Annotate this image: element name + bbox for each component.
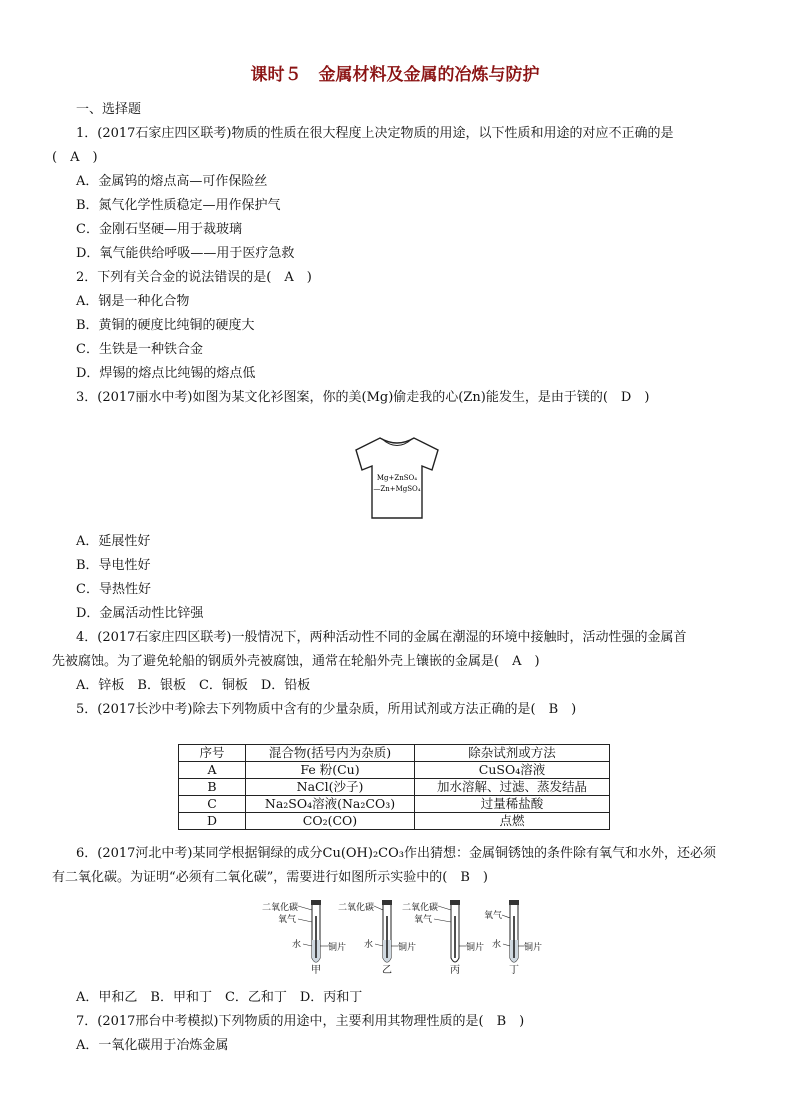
table-header-row xyxy=(179,745,610,762)
table-cell: A xyxy=(179,762,246,779)
table-cell: C xyxy=(179,796,246,813)
tube-name-label: 甲 xyxy=(311,965,321,976)
question-3-option-d: D．金属活动性比锌强 xyxy=(76,606,204,621)
table-cell: B xyxy=(179,779,246,796)
table-header: 序号 xyxy=(179,745,246,762)
question-6-stem-cont: 有二氧化碳。为证明“必须有二氧化碳”，需要进行如图所示实验中的( B ) xyxy=(52,870,488,885)
question-1-option-b: B．氮气化学性质稳定—用作保护气 xyxy=(76,198,281,213)
tube-gas-label: 氧气 xyxy=(484,911,503,921)
tube-name-label: 丁 xyxy=(509,965,519,976)
tube-metal-label: 铜片 xyxy=(398,943,417,953)
test-tube-bing xyxy=(402,900,484,976)
question-6-options: A．甲和乙 B．甲和丁 C．乙和丁 D．丙和丁 xyxy=(76,990,363,1005)
question-1-stem: 1．(2017石家庄四区联考)物质的性质在很大程度上决定物质的用途，以下性质和用途的对应不正确的是 xyxy=(76,126,674,141)
question-2-stem: 2．下列有关合金的说法错误的是( A ) xyxy=(76,270,312,285)
question-2-option-d: D．焊锡的熔点比纯锡的熔点低 xyxy=(76,366,256,381)
tube-metal-label: 铜片 xyxy=(328,943,347,953)
tube-metal-label: 铜片 xyxy=(466,943,485,953)
shirt-equation-line-1: Mg+ZnSO₄ xyxy=(376,474,418,482)
tube-water-label: 水 xyxy=(364,940,374,950)
table-cell: Fe 粉(Cu) xyxy=(246,762,415,779)
question-1-answer: ( A ) xyxy=(52,150,98,165)
question-3-option-a: A．延展性好 xyxy=(76,534,151,549)
table-cell: CuSO₄溶液 xyxy=(415,762,610,779)
question-3-stem: 3．(2017丽水中考)如图为某文化衫图案，你的美(Mg)偷走我的心(Zn)能发生，是由于镁的( D ) xyxy=(76,390,650,405)
question-7-option-a: A．一氧化碳用于冶炼金属 xyxy=(76,1038,229,1053)
table-cell: NaCl(沙子) xyxy=(246,779,415,796)
question-3-option-b: B．导电性好 xyxy=(76,558,151,573)
table-row xyxy=(179,762,610,779)
table-cell: 点燃 xyxy=(415,813,610,830)
table-cell: D xyxy=(179,813,246,830)
tube-gas-label: 氧气 xyxy=(414,915,433,925)
question-2-option-c: C．生铁是一种铁合金 xyxy=(76,342,203,357)
question-4-options: A．锌板 B．银板 C．铜板 D．铅板 xyxy=(76,678,311,693)
tshirt-figure xyxy=(352,434,442,522)
page-title: 课时５ 金属材料及金属的冶炼与防护 xyxy=(250,65,540,85)
tube-gas-label: 氧气 xyxy=(278,915,297,925)
table-row xyxy=(179,779,610,796)
table-header: 混合物(括号内为杂质) xyxy=(246,745,415,762)
question-4-stem: 4．(2017石家庄四区联考)一般情况下，两种活动性不同的金属在潮湿的环境中接触时，活动性强的金属首 xyxy=(76,630,687,645)
tube-name-label: 乙 xyxy=(382,965,392,976)
tube-gas-label: 二氧化碳 xyxy=(262,903,299,913)
tube-metal-label: 铜片 xyxy=(524,943,543,953)
test-tube-ding xyxy=(484,900,542,976)
question-1-option-d: D．氧气能供给呼吸——用于医疗急救 xyxy=(76,246,295,261)
test-tube-jia xyxy=(262,900,346,976)
table-row xyxy=(179,796,610,813)
table-row xyxy=(179,813,610,830)
table-cell: Na₂SO₄溶液(Na₂CO₃) xyxy=(246,796,415,813)
question-4-stem-cont: 先被腐蚀。为了避免轮船的钢质外壳被腐蚀，通常在轮船外壳上镶嵌的金属是( A ) xyxy=(52,654,540,669)
tube-gas-label: 二氧化碳 xyxy=(338,903,375,913)
question-7-stem: 7．(2017邢台中考模拟)下列物质的用途中，主要利用其物理性质的是( B ) xyxy=(76,1014,525,1029)
test-tube-figure xyxy=(258,896,550,976)
question-5-stem: 5．(2017长沙中考)除去下列物质中含有的少量杂质，所用试剂或方法正确的是( B ) xyxy=(76,702,577,717)
tube-water-label: 水 xyxy=(492,940,502,950)
question-2-option-b: B．黄铜的硬度比纯铜的硬度大 xyxy=(76,318,255,333)
tube-name-label: 丙 xyxy=(450,965,460,976)
section-heading: 一、选择题 xyxy=(76,102,142,117)
question-1-option-c: C．金刚石坚硬—用于裁玻璃 xyxy=(76,222,242,237)
table-header: 除杂试剂或方法 xyxy=(415,745,610,762)
table-cell: 加水溶解、过滤、蒸发结晶 xyxy=(415,779,610,796)
shirt-equation-line-2: —Zn+MgSO₄ xyxy=(373,485,421,493)
tube-gas-label: 二氧化碳 xyxy=(402,903,439,913)
question-6-stem: 6．(2017河北中考)某同学根据铜绿的成分Cu(OH)₂CO₃作出猜想：金属铜锈蚀的条件除有氧气和水外，还必须 xyxy=(76,846,716,861)
table-cell: CO₂(CO) xyxy=(246,813,415,830)
question-3-option-c: C．导热性好 xyxy=(76,582,151,597)
tube-water-label: 水 xyxy=(292,940,302,950)
question-1-option-a: A．金属钨的熔点高—可作保险丝 xyxy=(76,174,268,189)
question-5-table xyxy=(178,744,610,830)
table-cell: 过量稀盐酸 xyxy=(415,796,610,813)
question-2-option-a: A．钢是一种化合物 xyxy=(76,294,190,309)
